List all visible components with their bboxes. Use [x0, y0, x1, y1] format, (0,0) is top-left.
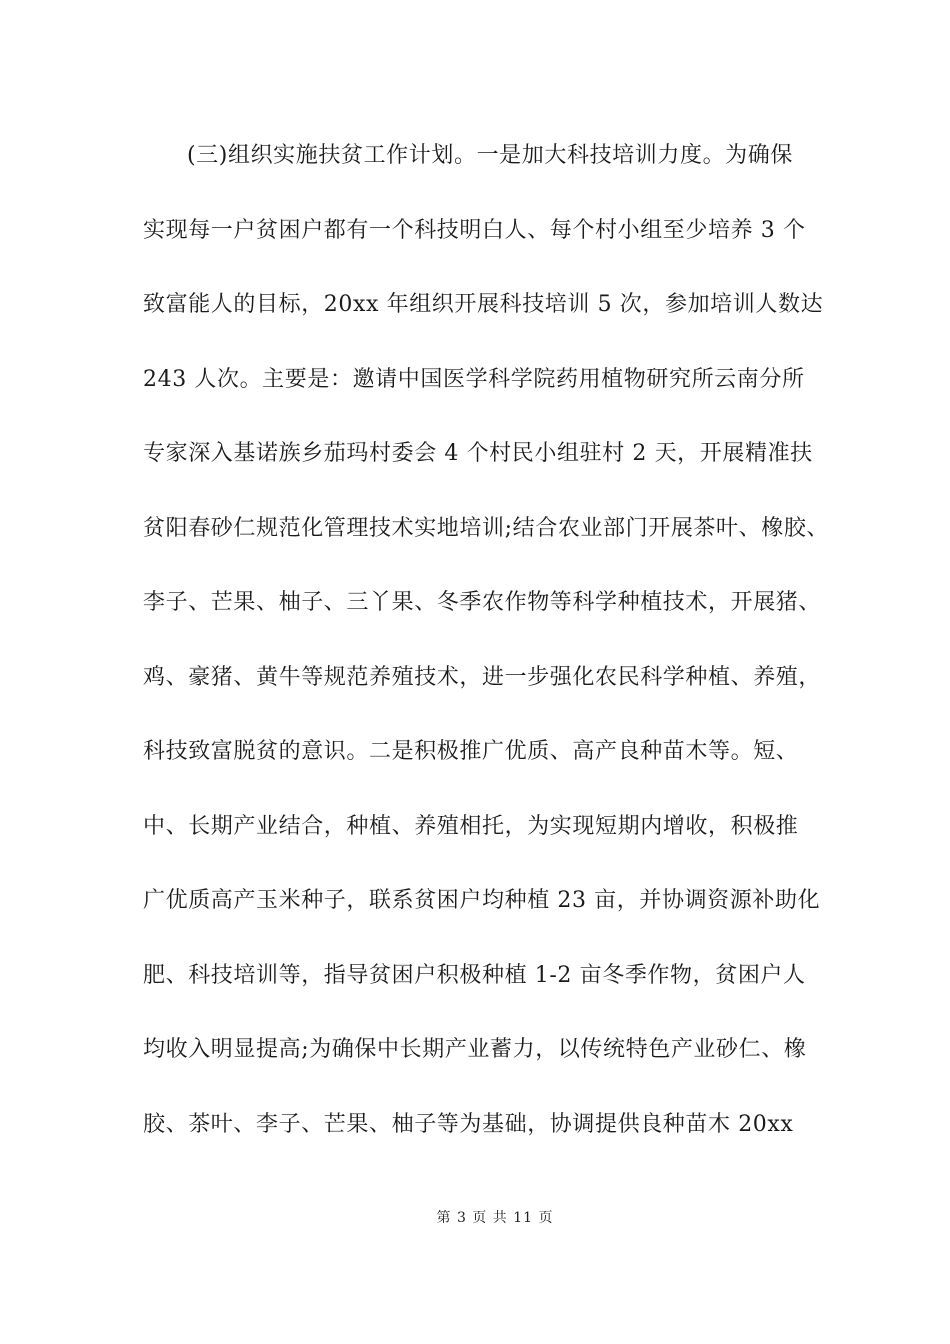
- text-line: 李子、芒果、柚子、三丫果、冬季农作物等科学种植技术，开展猪、: [143, 590, 822, 615]
- text-line: 科技致富脱贫的意识。二是积极推广优质、高产良种苗木等。短、: [143, 739, 799, 764]
- text-line: 实现每一户贫困户都有一个科技明白人、每个村小组至少培养 3 个: [143, 217, 806, 243]
- text-line: 243 人次。主要是：邀请中国医学科学院药用植物研究所云南分所: [143, 366, 805, 392]
- text-line: 均收入明显提高;为确保中长期产业蓄力，以传统特色产业砂仁、橡: [143, 1037, 807, 1062]
- text-line: 胶、茶叶、李子、芒果、柚子等为基础，协调提供良种苗木 20xx: [143, 1111, 794, 1137]
- text-line: 广优质高产玉米种子，联系贫困户均种植 23 亩，并协调资源补助化: [143, 888, 821, 913]
- text-line: 鸡、豪猪、黄牛等规范养殖技术，进一步强化农民科学种植、养殖，: [143, 664, 822, 690]
- text-line: 致富能人的目标，20xx 年组织开展科技培训 5 次，参加培训人数达: [143, 292, 824, 317]
- text-line: 专家深入基诺族乡茄玛村委会 4 个村民小组驻村 2 天，开展精准扶: [143, 441, 813, 466]
- text-line: 贫阳春砂仁规范化管理技术实地培训;结合农业部门开展茶叶、橡胶、: [143, 515, 830, 541]
- page-number-footer: 第 3 页 共 11 页: [436, 1210, 554, 1226]
- text-line: 肥、科技培训等，指导贫困户积极种植 1-2 亩冬季作物，贫困户人: [143, 962, 806, 988]
- text-line: 中、长期产业结合，种植、养殖相托，为实现短期内增收，积极推: [143, 813, 799, 839]
- text-line: (三)组织实施扶贫工作计划。一是加大科技培训力度。为确保: [187, 143, 793, 168]
- body-paragraph: [143, 134, 833, 1177]
